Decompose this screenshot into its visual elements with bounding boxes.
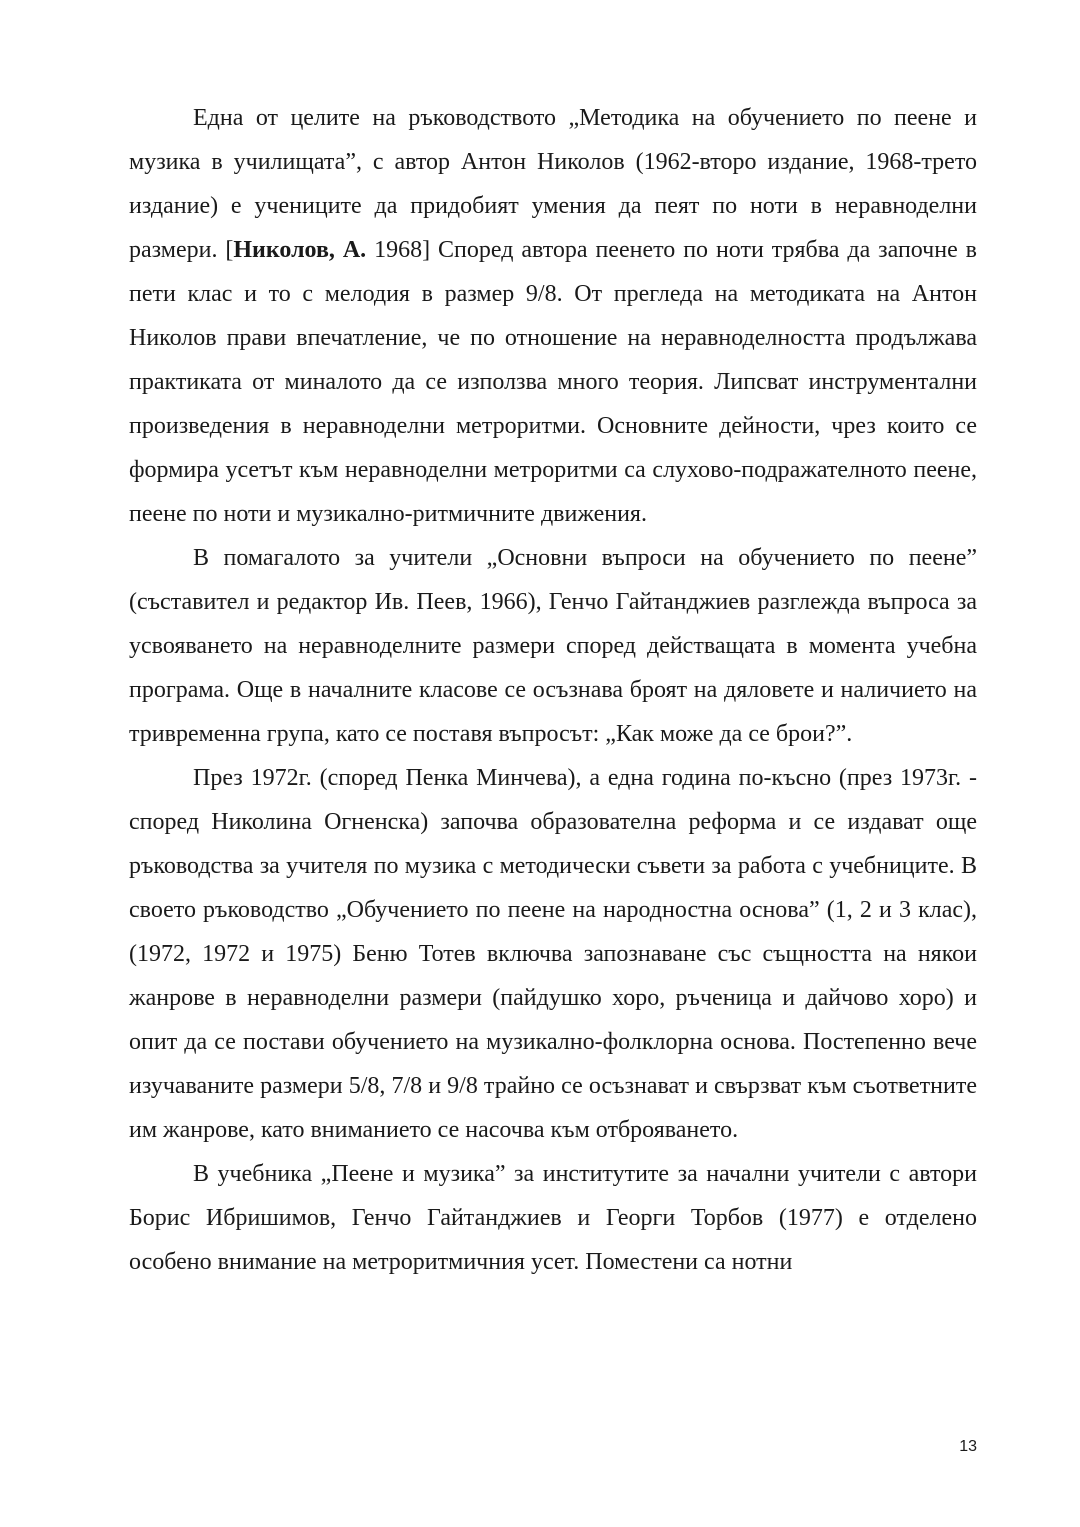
document-page <box>129 96 977 1284</box>
page-number: 13 <box>959 1438 977 1455</box>
citation-author-bold: Николов, А. <box>233 237 367 263</box>
paragraph-3: През 1972г. (според Пенка Минчева), а една година по-късно (през 1973г. - според Николина Огненска) започва образователна реформа и се издават още ръководства за учителя по музика с методически съвети за работа с учебниците. В своето ръководство „Обучението по пеене на народностна основа” (1, 2 и 3 клас), (1972, 1972 и 1975) Беню Тотев включва запознаване със същността на някои жанрове в неравноделни размери (пайдушко хоро, ръченица и дайчово хоро) и опит да се постави обучението на музикално-фолклорна основа. Постепенно вече изучаваните размери 5/8, 7/8 и 9/8 трайно се осъзнават и свързват към съответните им жанрове, като вниманието се насочва към отброяването. <box>129 765 977 1143</box>
paragraph-2: В помагалото за учители „Основни въпроси на обучението по пеене” (съставител и редактор Ив. Пеев, 1966), Генчо Гайтанджиев разглежда въпроса за усвояването на неравноделните размери според действащата в момента учебна програма. Още в началните класове се осъзнава броят на дяловете и наличието на тривременна група, като се поставя въпросът: „Как може да се брои?”. <box>129 545 977 747</box>
paragraph-1 <box>129 96 977 536</box>
paragraph-1-text-end: 1968] Според автора пеенето по ноти трябва да започне в пети клас и то с мелодия в размер 9/8. От прегледа на методиката на Антон Николов прави впечатление, че по отношение на неравноделността продължава практиката от миналото да се използва много теория. Липсват инструментални произведения в неравноделни метроритми. Основните дейности, чрез които се формира усетът към неравноделни метроритми са слухово-подражателното пеене, пеене по ноти и музикално-ритмичните движения. <box>129 237 977 527</box>
paragraph-4: В учебника „Пеене и музика” за институтите за начални учители с автори Борис Ибришимов, Генчо Гайтанджиев и Георги Торбов (1977) е отделено особено внимание на метроритмичния усет. Поместени са нотни <box>129 1161 977 1275</box>
paragraph-1-text-start: Една от целите на ръководството „Методика на обучението по пеене и музика в училищата”, с автор Антон Николов (1962-второ издание, 1968-трето издание) е учениците да придобият умения да пеят по ноти в неравноделни размери. [ <box>129 105 977 263</box>
